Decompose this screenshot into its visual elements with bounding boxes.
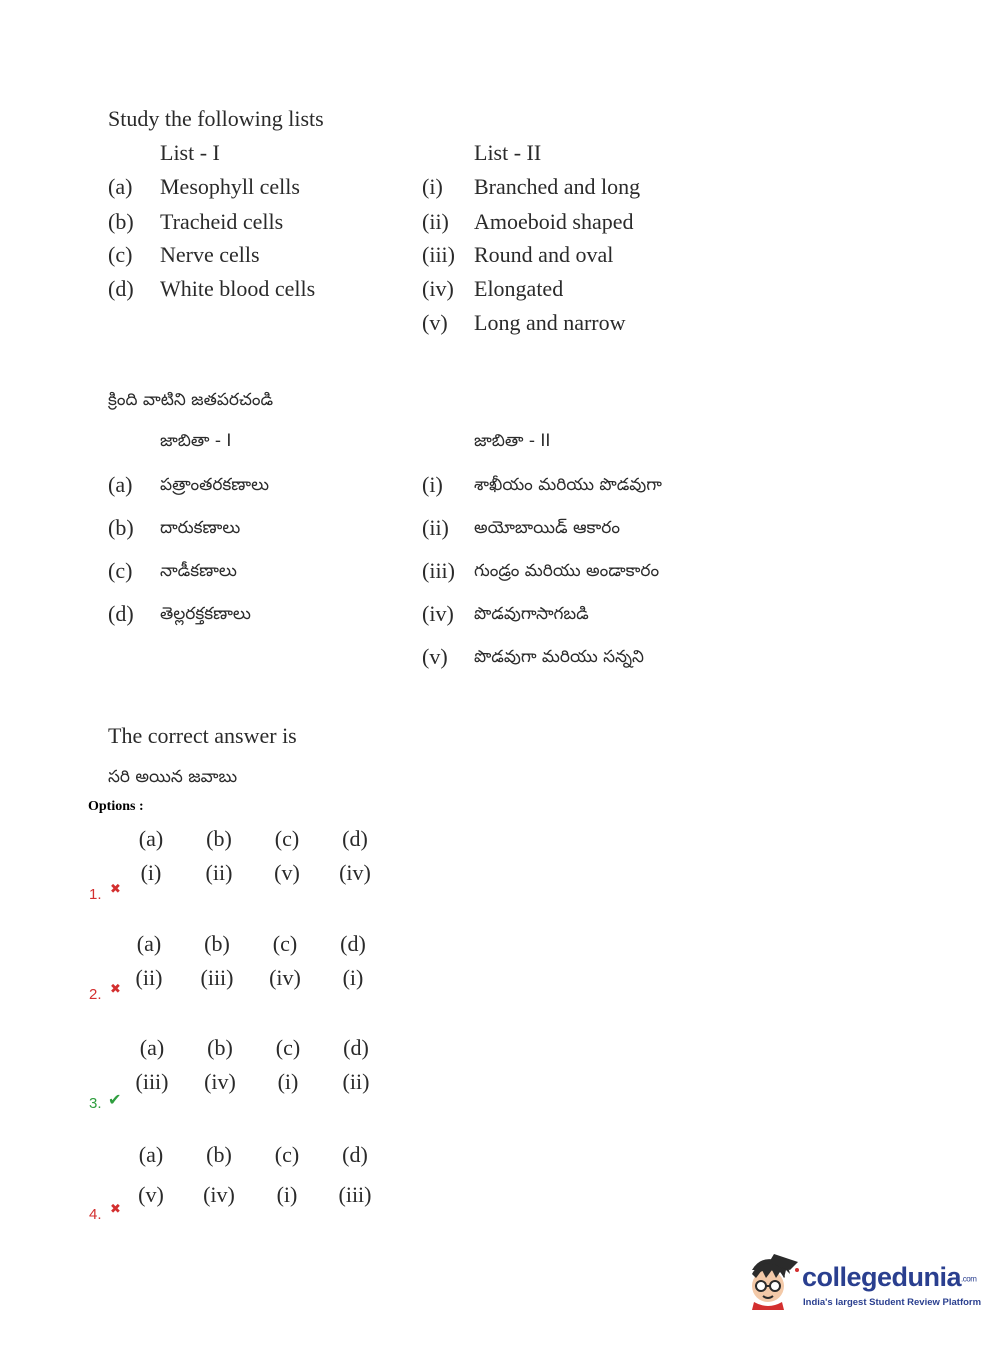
option-value-cell: (i) (277, 1069, 299, 1094)
option-value-cell: (iii) (338, 1182, 372, 1207)
option-header-cell: (d) (342, 826, 368, 851)
mascot-icon (738, 1248, 800, 1310)
list1-item-label: (a) (108, 174, 133, 199)
option-value-cell: (ii) (342, 1069, 370, 1094)
option-header-cell: (c) (274, 1142, 300, 1167)
option-header-cell: (b) (206, 826, 232, 851)
list2-item-text: Long and narrow (474, 310, 626, 335)
option-value-cell: (iv) (339, 860, 371, 885)
option-header-cell: (b) (206, 1142, 232, 1167)
option-header-cell: (a) (139, 1035, 165, 1060)
option-header-cell: (c) (275, 1035, 301, 1060)
list2-item-text: శాఖీయం మరియు పొడవుగా (474, 475, 662, 495)
list1-item-text: తెల్లరక్తకణాలు (160, 604, 251, 624)
option-value-cell: (i) (342, 965, 364, 990)
list1-item-label: (d) (108, 601, 134, 626)
option-value-cell: (ii) (135, 965, 163, 990)
list1-item-text: Nerve cells (160, 242, 260, 267)
list2-header-en: List - II (474, 140, 542, 165)
option-value-cell: (i) (276, 1182, 298, 1207)
option-value-cell: (i) (140, 860, 162, 885)
list2-item-text: Round and oval (474, 242, 614, 267)
list1-item-label: (a) (108, 472, 133, 497)
options-label: Options : (88, 799, 144, 814)
option-header-cell: (c) (272, 931, 298, 956)
wrong-mark-icon: ✖ (110, 882, 121, 897)
option-value-cell: (iii) (200, 965, 234, 990)
wrong-mark-icon: ✖ (110, 982, 121, 997)
wrong-mark-icon: ✖ (110, 1202, 121, 1217)
option-number: 4. (89, 1206, 102, 1223)
list1-header-en: List - I (160, 140, 220, 165)
list1-item-label: (d) (108, 276, 134, 301)
option-header-cell: (c) (274, 826, 300, 851)
list1-item-text: నాడీకణాలు (160, 561, 237, 581)
list1-item-label: (c) (108, 242, 133, 267)
option-number: 3. (89, 1095, 102, 1112)
list2-item-label: (i) (422, 472, 443, 497)
brand-name: collegedunia (802, 1262, 962, 1292)
list2-header-te: జాబితా - II (474, 431, 551, 451)
option-value-cell: (iv) (204, 1069, 236, 1094)
list1-item-text: Tracheid cells (160, 209, 284, 234)
option-value-cell: (iv) (203, 1182, 235, 1207)
list2-item-label: (i) (422, 174, 443, 199)
brand-tagline: India's largest Student Review Platform (803, 1297, 982, 1308)
list1-item-label: (b) (108, 209, 134, 234)
list1-item-label: (c) (108, 558, 133, 583)
option-header-cell: (a) (138, 826, 164, 851)
option-header-cell: (b) (207, 1035, 233, 1060)
list2-item-text: Amoeboid shaped (474, 209, 634, 234)
list1-header-te: జాబితా - I (160, 431, 232, 451)
option-header-cell: (b) (204, 931, 230, 956)
list2-item-text: పొడవుగాసాగబడి (474, 604, 589, 624)
list2-item-label: (iii) (422, 558, 455, 583)
list1-item-label: (b) (108, 515, 134, 540)
list2-item-label: (iv) (422, 601, 454, 626)
list2-item-text: అయోబాయిడ్ ఆకారం (474, 518, 620, 538)
option-value-cell: (v) (274, 860, 300, 885)
option-value-cell: (iii) (135, 1069, 169, 1094)
list2-item-text: Branched and long (474, 174, 641, 199)
list2-item-label: (ii) (422, 515, 449, 540)
option-value-cell: (iv) (269, 965, 301, 990)
answer-prompt-en: The correct answer is (108, 723, 297, 748)
list1-item-text: దారుకణాలు (160, 518, 241, 538)
list2-item-label: (iv) (422, 276, 454, 301)
question-prompt-te: క్రింది వాటిని జతపరచండి (108, 390, 274, 410)
list1-item-text: పత్రాంతరకణాలు (160, 475, 270, 495)
option-number: 2. (89, 986, 102, 1003)
answer-prompt-te: సరి అయిన జవాబు (108, 767, 238, 787)
list2-item-text: Elongated (474, 276, 564, 301)
list1-item-text: White blood cells (160, 276, 316, 301)
list1-item-text: Mesophyll cells (160, 174, 300, 199)
brand-suffix: .com (961, 1274, 977, 1284)
option-value-cell: (v) (138, 1182, 164, 1207)
check-mark-icon: ✔ (108, 1090, 122, 1109)
option-header-cell: (a) (138, 1142, 164, 1167)
option-number: 1. (89, 886, 102, 903)
question-prompt-en: Study the following lists (108, 106, 324, 131)
option-value-cell: (ii) (205, 860, 233, 885)
option-header-cell: (d) (342, 1142, 368, 1167)
list2-item-text: పొడవుగా మరియు సన్నని (474, 647, 644, 667)
list2-item-label: (ii) (422, 209, 449, 234)
list2-item-label: (v) (422, 644, 448, 669)
option-header-cell: (d) (340, 931, 366, 956)
list2-item-text: గుండ్రం మరియు అండాకారం (474, 561, 660, 581)
list2-item-label: (iii) (422, 242, 455, 267)
option-header-cell: (d) (343, 1035, 369, 1060)
list2-item-label: (v) (422, 310, 448, 335)
option-header-cell: (a) (136, 931, 162, 956)
